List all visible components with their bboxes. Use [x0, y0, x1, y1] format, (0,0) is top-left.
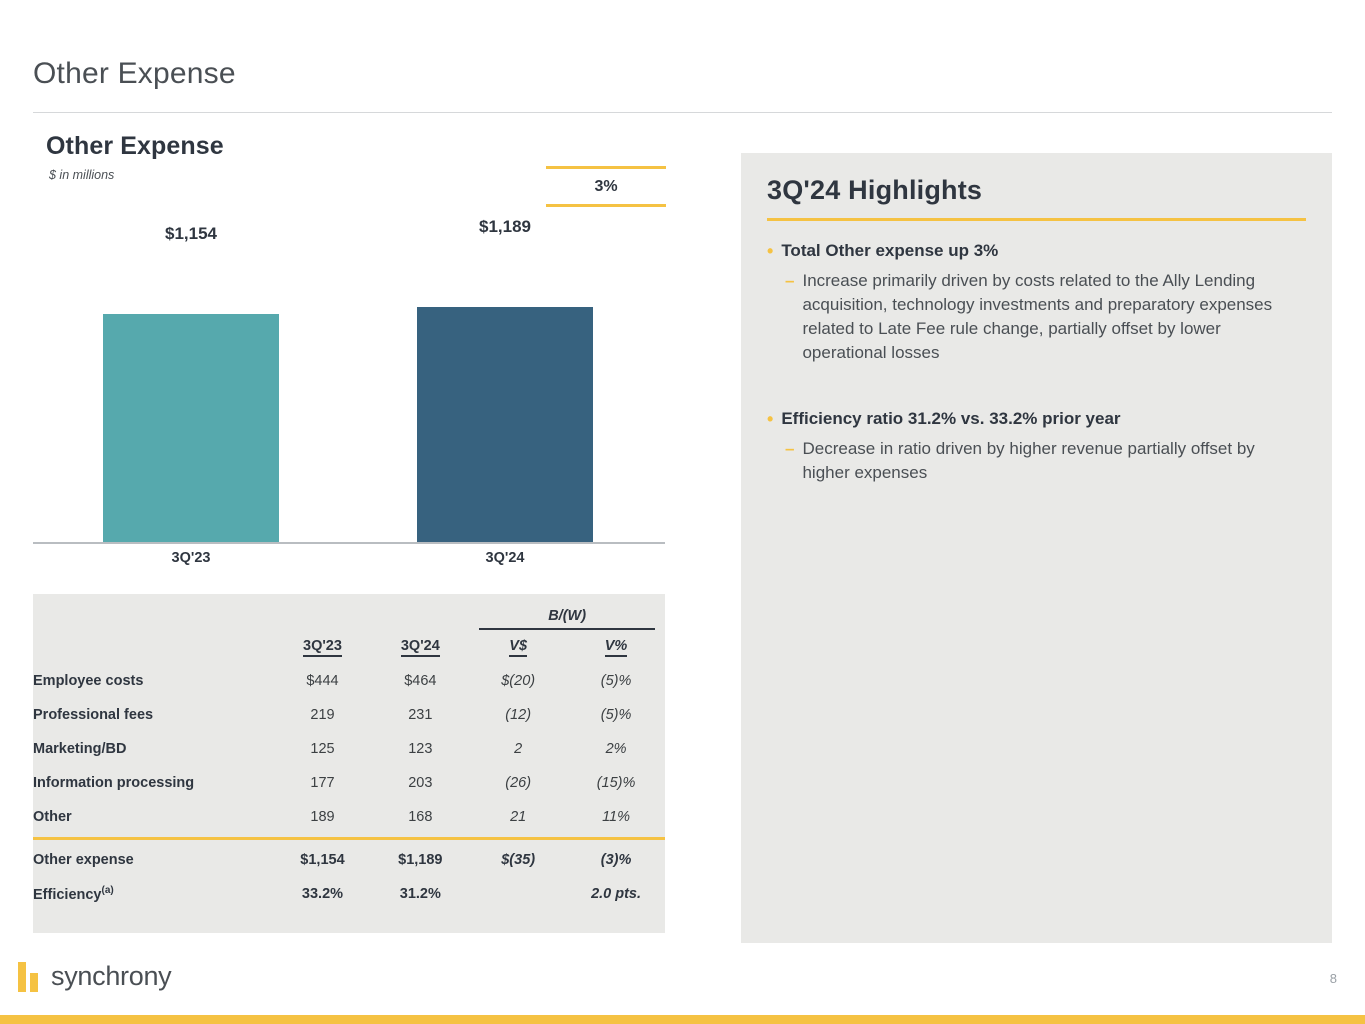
highlights-title: 3Q'24 Highlights [767, 175, 983, 205]
total-label: Other expense [33, 852, 134, 868]
table-efficiency-row [33, 877, 665, 911]
bullet-dot-icon: • [767, 409, 774, 430]
row-value-3q23: 189 [310, 809, 335, 825]
row-value-vdollar: 2 [514, 741, 523, 757]
total-value-3q23: $1,154 [300, 852, 345, 868]
company-logo [18, 961, 171, 992]
bar-3q23[interactable] [103, 314, 279, 542]
chart-panel [33, 132, 673, 903]
highlight-subtext [785, 437, 1306, 485]
table-row [33, 800, 665, 834]
row-value-vdollar: (26) [505, 775, 532, 791]
row-value-3q24: 123 [408, 741, 433, 757]
growth-value: 3% [594, 178, 618, 195]
row-value-3q24: 168 [408, 809, 433, 825]
row-label: Professional fees [33, 707, 154, 723]
growth-line-bottom [546, 204, 666, 207]
row-value-3q23: 177 [310, 775, 335, 791]
row-value-vpercent: 2% [605, 741, 627, 757]
bar-3q24[interactable] [417, 307, 593, 542]
efficiency-value-3q23: 33.2% [301, 886, 344, 902]
row-value-3q24: 231 [408, 707, 433, 723]
row-label: Marketing/BD [33, 741, 127, 757]
chart-title: Other Expense [46, 132, 224, 160]
row-value-3q24: $464 [404, 673, 437, 689]
col-header-vpercent: V% [567, 630, 665, 664]
x-axis-tick-3q24: 3Q'24 [485, 550, 525, 566]
row-label: Information processing [33, 775, 195, 791]
dash-icon: – [785, 438, 795, 458]
row-value-3q23: 125 [310, 741, 335, 757]
dash-icon: – [785, 270, 795, 290]
col-header-3q24: 3Q'24 [371, 630, 469, 664]
row-label: Employee costs [33, 673, 144, 689]
bar-value-label-3q23: $1,154 [165, 224, 217, 243]
bw-header-label: B/(W) [548, 608, 587, 624]
highlights-spacer [767, 375, 1306, 409]
page-number: 8 [1329, 971, 1337, 986]
table-row [33, 698, 665, 732]
row-label: Other [33, 809, 72, 825]
highlight-bullet-text: Efficiency ratio 31.2% vs. 33.2% prior year [781, 409, 1121, 429]
highlight-subtext-content: Increase primarily driven by costs related to the Ally Lending acquisition, technology investments and preparatory expenses related to Late Fee rule change, partially offset by lower operational losses [802, 270, 1273, 362]
logo-text: synchrony [51, 961, 172, 991]
bar-value-label-3q24: $1,189 [479, 217, 531, 236]
financial-table [33, 594, 665, 933]
row-value-vpercent: (5)% [600, 707, 632, 723]
highlight-subtext-content: Decrease in ratio driven by higher revenue partially offset by higher expenses [802, 438, 1255, 482]
total-value-vpercent: (3)% [600, 852, 632, 868]
table-row [33, 664, 665, 698]
page-title: Other Expense [33, 57, 236, 90]
efficiency-value-3q24: 31.2% [399, 886, 441, 902]
bar-chart-plot [33, 217, 665, 542]
table-row [33, 766, 665, 800]
row-value-3q24: 203 [408, 775, 433, 791]
row-value-3q23: $444 [306, 673, 339, 689]
row-value-vpercent: (5)% [600, 673, 632, 689]
row-value-vpercent: 11% [602, 809, 631, 825]
highlight-bullet [767, 241, 1306, 263]
efficiency-footnote-marker: (a) [101, 885, 114, 897]
table-bw-header-row [33, 608, 665, 630]
highlight-bullet [767, 409, 1306, 431]
efficiency-label: Efficiency$^{(a)}$ [33, 885, 114, 903]
bar-group-3q24 [417, 217, 593, 542]
highlights-divider [767, 218, 1306, 221]
efficiency-value-vpercent: 2.0 pts. [591, 886, 642, 902]
table-column-header-row [33, 630, 665, 664]
row-value-3q23: 219 [310, 707, 335, 723]
table-row [33, 732, 665, 766]
highlight-subtext [785, 269, 1306, 366]
row-value-vdollar: $(20) [501, 673, 536, 689]
growth-callout [546, 166, 666, 207]
x-axis-line [33, 542, 665, 544]
logo-mark-icon [18, 962, 42, 992]
table-total-row [33, 843, 665, 877]
row-value-vdollar: (12) [505, 707, 532, 723]
col-header-vdollar: V$ [469, 630, 567, 664]
highlights-panel [741, 153, 1332, 943]
total-value-3q24: $1,189 [398, 852, 443, 868]
col-header-3q23: 3Q'23 [274, 630, 372, 664]
bullet-dot-icon: • [767, 241, 774, 261]
efficiency-value-vdollar [469, 877, 567, 911]
footer-accent-bar [0, 1015, 1365, 1024]
chart-subtitle: $ in millions [49, 168, 115, 182]
table-total-divider [33, 834, 665, 843]
header-divider [33, 112, 1332, 113]
x-axis-tick-3q23: 3Q'23 [171, 550, 211, 566]
total-value-vdollar: $(35) [501, 852, 536, 868]
row-value-vdollar: 21 [510, 809, 527, 825]
row-value-vpercent: (15)% [596, 775, 636, 791]
bar-group-3q23 [103, 224, 279, 542]
highlight-bullet-text: Total Other expense up 3% [781, 241, 999, 260]
